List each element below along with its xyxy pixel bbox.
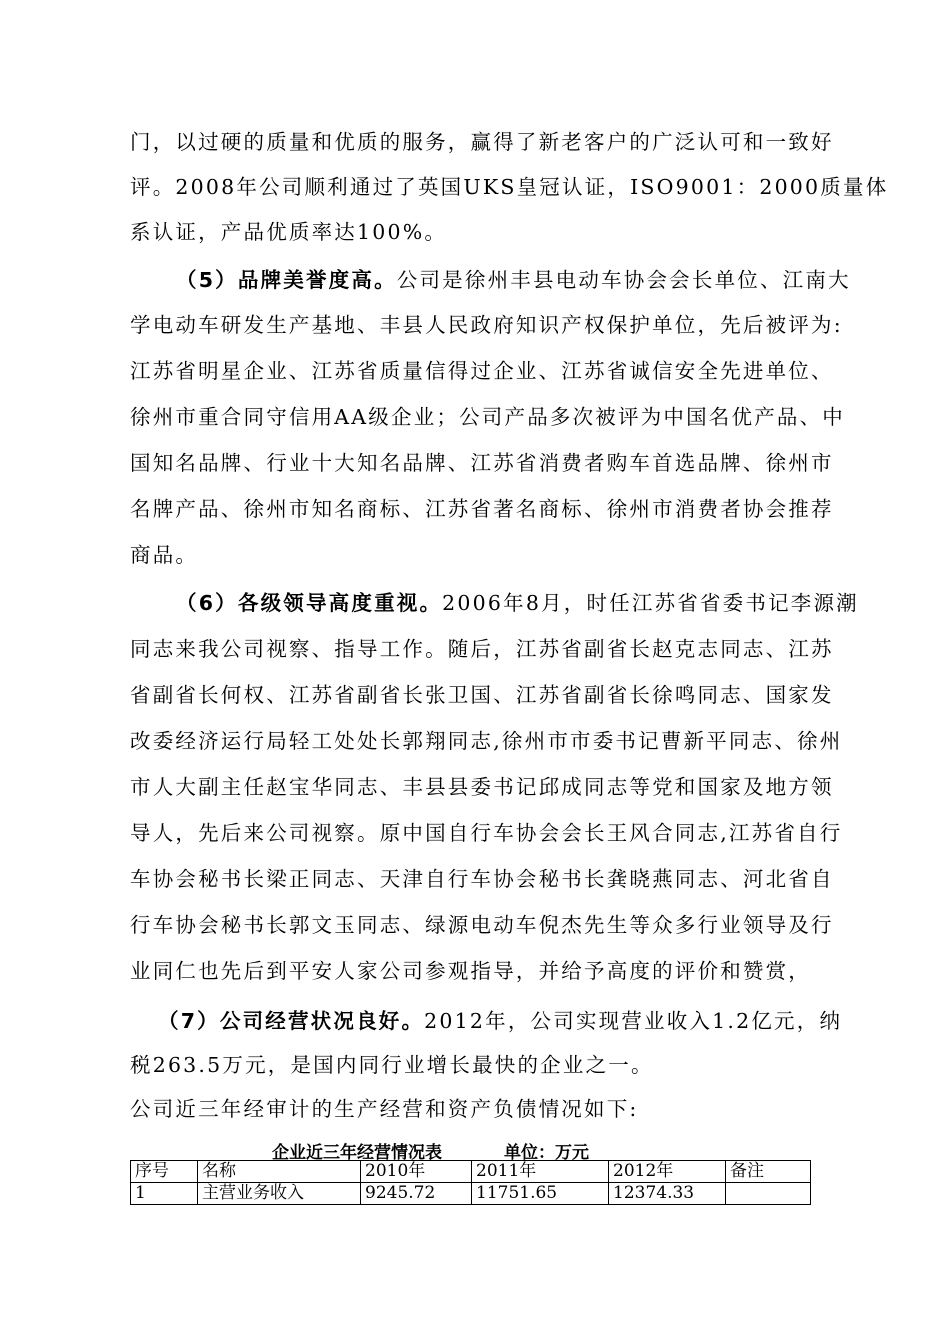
table-unit: 单位：万元 <box>504 1143 589 1163</box>
paragraph-line: 江苏省明星企业、江苏省质量信得过企业、江苏省诚信安全先进单位、 <box>130 359 834 383</box>
paragraph-line: 同志来我公司视察、指导工作。随后，江苏省副省长赵克志同志、江苏 <box>130 637 834 661</box>
table-cell: 11751.65 <box>472 1183 609 1205</box>
header-cell: 2011年 <box>472 1161 609 1183</box>
header-cell: 序号 <box>131 1161 198 1183</box>
table-cell <box>726 1183 811 1205</box>
header-cell: 名称 <box>198 1161 361 1183</box>
header-cell: 2012年 <box>609 1161 726 1183</box>
paragraph-line: （6）各级领导高度重视。2006年8月，时任江苏省省委书记李源潮 <box>176 591 859 615</box>
table-cell: 12374.33 <box>609 1183 726 1205</box>
paragraph-line: （7）公司经营状况良好。2012年，公司实现营业收入1.2亿元，纳 <box>158 1009 843 1033</box>
table-header-row <box>131 1161 811 1183</box>
table-row <box>131 1183 811 1205</box>
paragraph-line: 系认证，产品优质率达100%。 <box>130 220 448 244</box>
paragraph-line: 改委经济运行局轻工处处长郭翔同志,徐州市市委书记曹新平同志、徐州 <box>130 729 843 753</box>
paragraph-line: 徐州市重合同守信用AA级企业；公司产品多次被评为中国名优产品、中 <box>130 405 846 429</box>
table-cell: 9245.72 <box>361 1183 472 1205</box>
paragraph-line: （5）品牌美誉度高。公司是徐州丰县电动车协会会长单位、江南大 <box>176 268 851 292</box>
paragraph-line: 名牌产品、徐州市知名商标、江苏省著名商标、徐州市消费者协会推荐 <box>130 497 834 521</box>
paragraph-line: 省副省长何权、江苏省副省长张卫国、江苏省副省长徐鸣同志、国家发 <box>130 683 834 707</box>
paragraph-line: 业同仁也先后到平安人家公司参观指导，并给予高度的评价和赞赏， <box>130 959 811 983</box>
paragraph-line: 公司近三年经审计的生产经营和资产负债情况如下: <box>130 1097 639 1121</box>
header-cell: 备注 <box>726 1161 811 1183</box>
paragraph-line: 行车协会秘书长郭文玉同志、绿源电动车倪杰先生等众多行业领导及行 <box>130 913 834 937</box>
paragraph-line: 税263.5万元，是国内同行业增长最快的企业之一。 <box>130 1053 654 1077</box>
table-cell: 1 <box>131 1183 198 1205</box>
header-cell: 2010年 <box>361 1161 472 1183</box>
paragraph-line: 商品。 <box>130 543 199 567</box>
paragraph-line: 市人大副主任赵宝华同志、丰县县委书记邱成同志等党和国家及地方领 <box>130 775 834 799</box>
paragraph-line: 车协会秘书长梁正同志、天津自行车协会秘书长龚晓燕同志、河北省自 <box>130 867 834 891</box>
table-cell: 主营业务收入 <box>198 1183 361 1205</box>
paragraph-line: 评。2008年公司顺利通过了英国UKS皇冠认证，ISO9001：2000质量体 <box>130 175 889 199</box>
paragraph-line: 国知名品牌、行业十大知名品牌、江苏省消费者购车首选品牌、徐州市 <box>130 451 834 475</box>
paragraph-line: 导人，先后来公司视察。原中国自行车协会会长王风合同志,江苏省自行 <box>130 821 843 845</box>
paragraph-line: 学电动车研发生产基地、丰县人民政府知识产权保护单位，先后被评为: <box>130 313 843 337</box>
paragraph-line: 门，以过硬的质量和优质的服务，赢得了新老客户的广泛认可和一致好 <box>130 130 834 154</box>
table-title-text: 企业近三年经营情况表 <box>272 1143 442 1163</box>
operations-table <box>130 1160 811 1205</box>
